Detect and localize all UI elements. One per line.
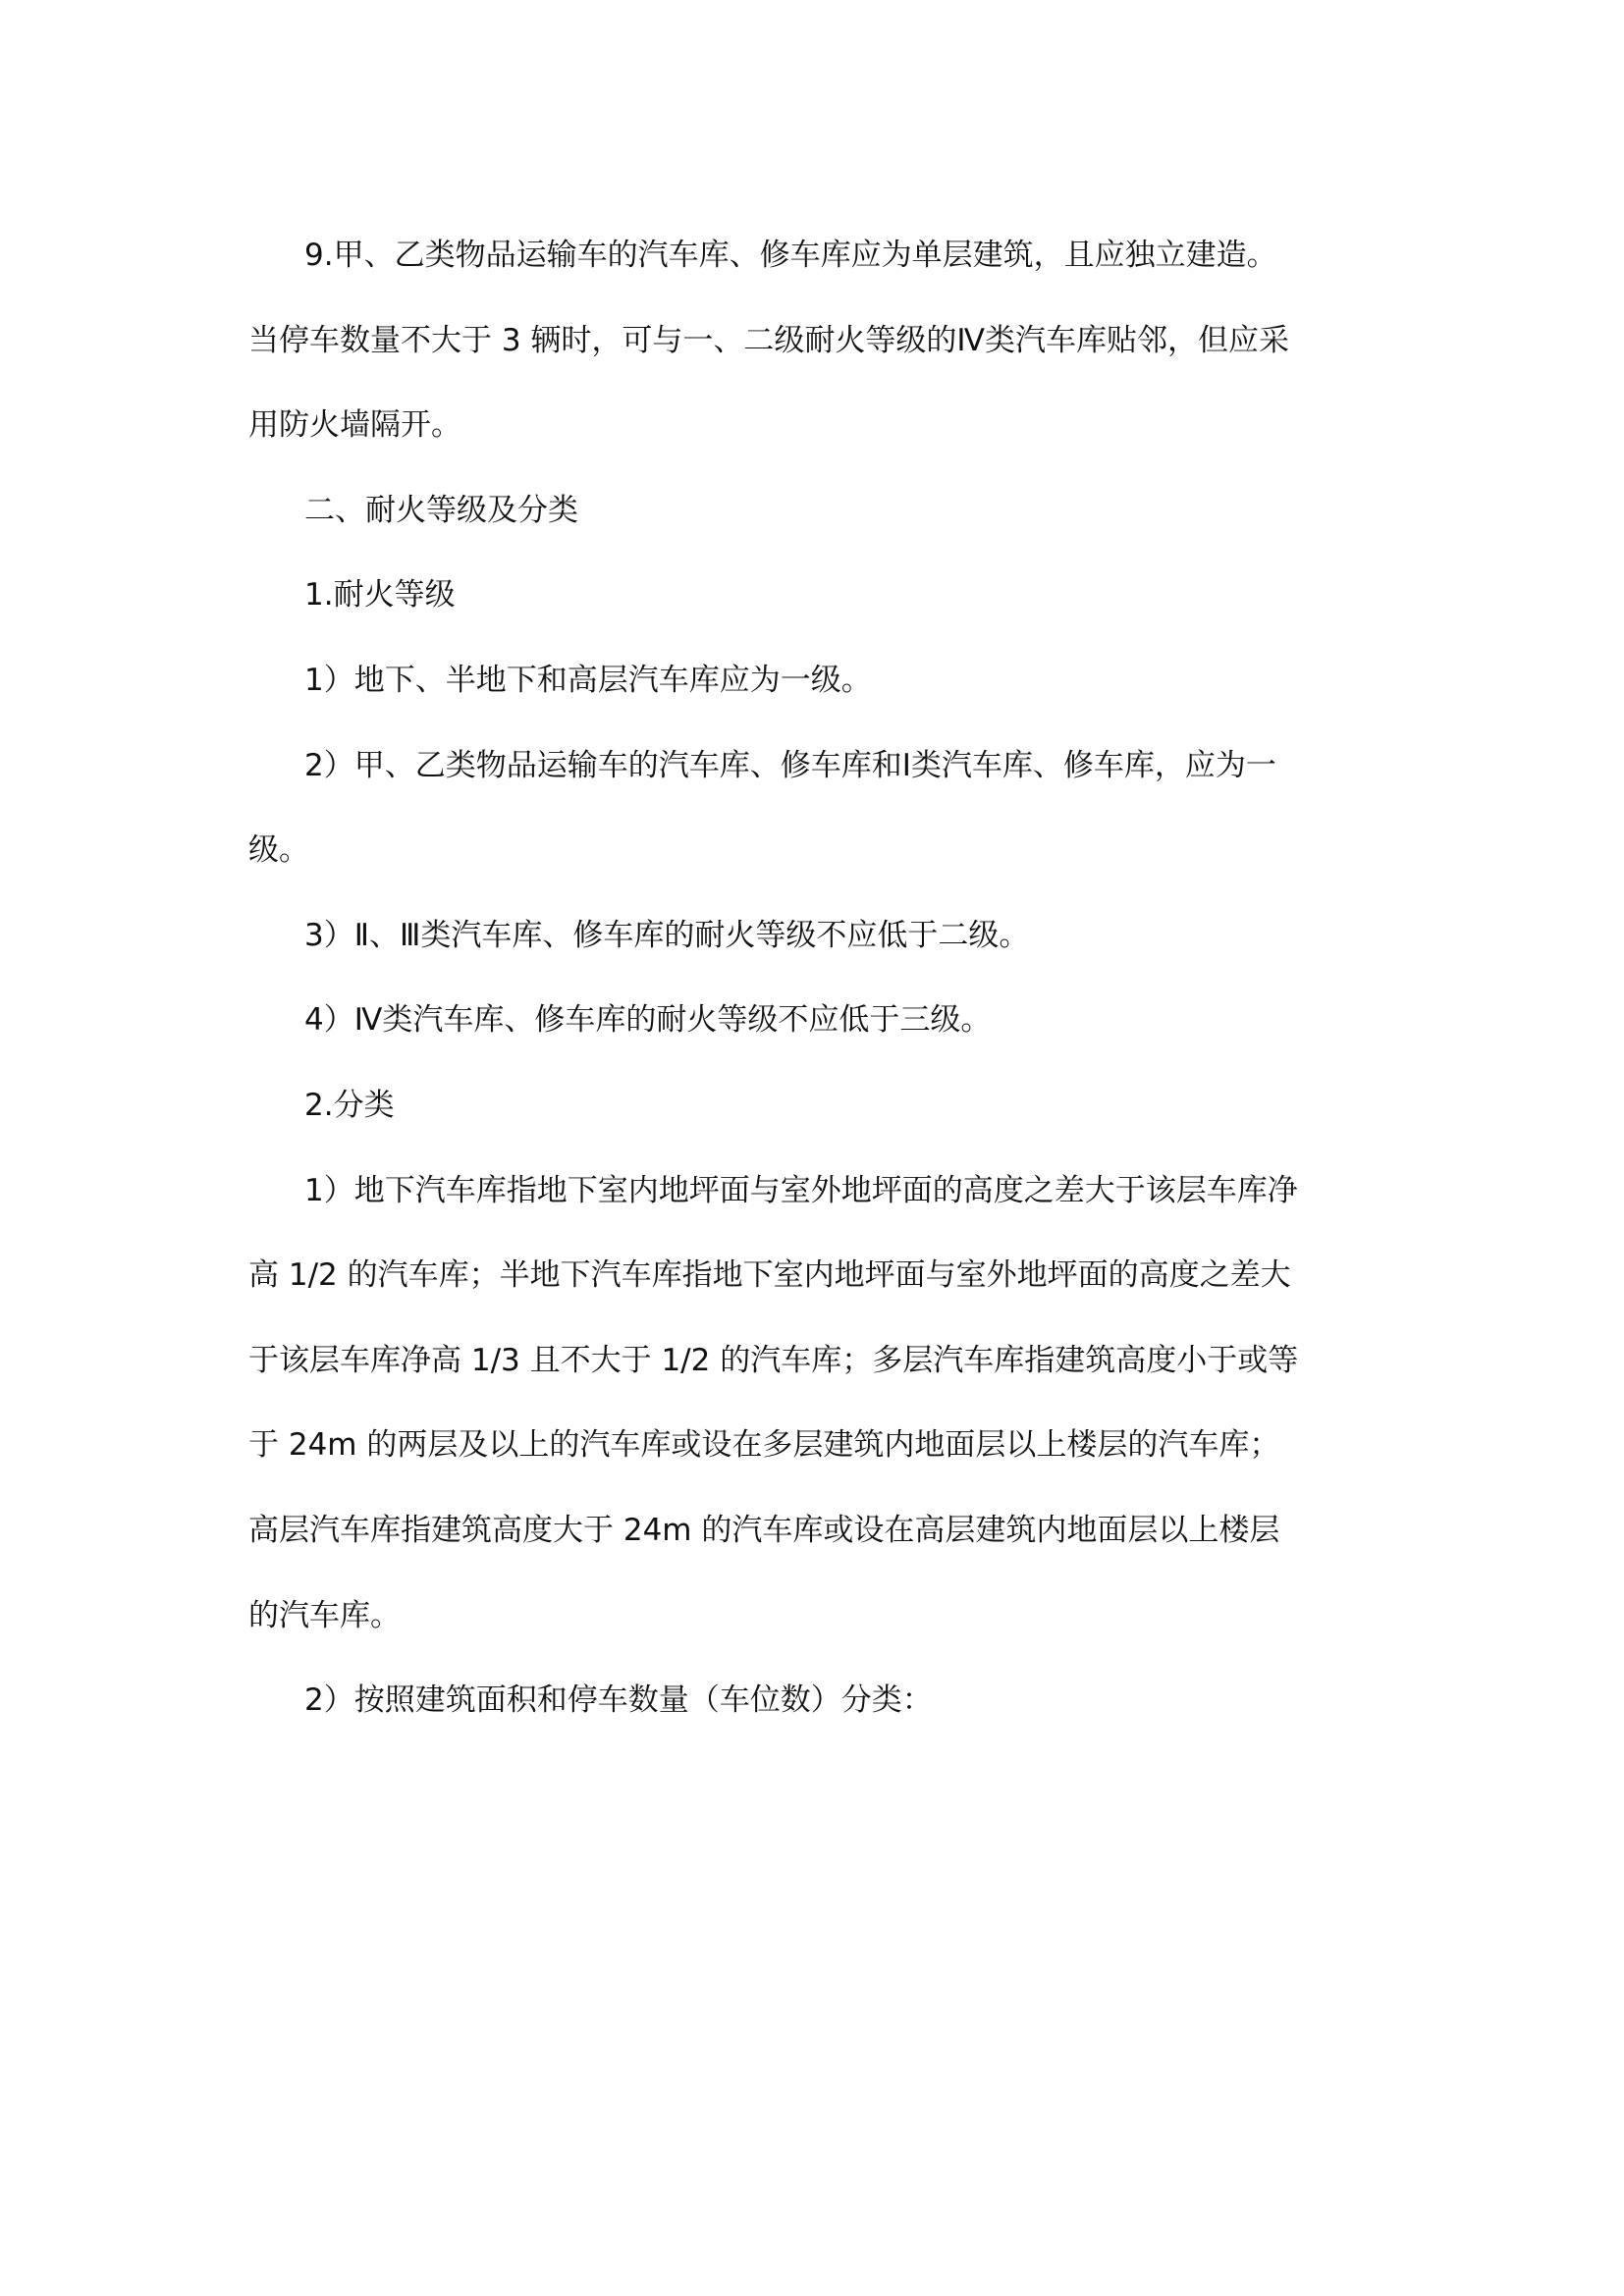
text-line: 高层汽车库指建筑高度大于 24m 的汽车库或设在高层建筑内地面层以上楼层 — [248, 1512, 1280, 1548]
text-line: 用防火墙隔开。 — [248, 407, 461, 444]
list-item-rating-1 — [248, 659, 1387, 744]
text-line: 9.甲、乙类物品运输车的汽车库、修车库应为单层建筑，且应独立建造。 — [304, 238, 1277, 273]
section-heading-fire-rating — [248, 489, 1387, 574]
document-body — [248, 234, 1387, 1764]
text-line: 3）Ⅱ、Ⅲ类汽车库、修车库的耐火等级不应低于二级。 — [304, 917, 1030, 953]
text-line: 2）按照建筑面积和停车数量（车位数）分类： — [304, 1682, 933, 1719]
list-item-class-2 — [248, 1679, 1387, 1764]
text-line: 的汽车库。 — [248, 1597, 401, 1633]
list-item-rating-2 — [248, 744, 1387, 914]
text-line: 于该层车库净高 1/3 且不大于 1/2 的汽车库；多层汽车库指建筑高度小于或等 — [248, 1342, 1299, 1378]
list-item-rating-4 — [248, 998, 1387, 1084]
text-line: 级。 — [248, 832, 309, 869]
list-item-rating-3 — [248, 914, 1387, 999]
text-line: 4）Ⅳ类汽车库、修车库的耐火等级不应低于三级。 — [304, 1002, 992, 1039]
heading-line: 1.耐火等级 — [304, 577, 456, 614]
text-line: 于 24m 的两层及以上的汽车库或设在多层建筑内地面层以上楼层的汽车库； — [248, 1427, 1280, 1464]
text-line: 1）地下、半地下和高层汽车库应为一级。 — [304, 662, 872, 698]
heading-line: 2.分类 — [304, 1087, 395, 1123]
text-line: 高 1/2 的汽车库；半地下汽车库指地下室内地坪面与室外地坪面的高度之差大 — [248, 1257, 1291, 1294]
subheading-fire-rating-grades — [248, 573, 1387, 659]
list-item-class-1 — [248, 1169, 1387, 1680]
subheading-classification — [248, 1084, 1387, 1169]
text-line: 当停车数量不大于 3 辆时，可与一、二级耐火等级的Ⅳ类汽车库贴邻，但应采 — [248, 322, 1290, 358]
text-line: 2）甲、乙类物品运输车的汽车库、修车库和Ⅰ类汽车库、修车库，应为一 — [304, 747, 1276, 783]
paragraph-item-9 — [248, 234, 1387, 489]
text-line: 1）地下汽车库指地下室内地坪面与室外地坪面的高度之差大于该层车库净 — [304, 1172, 1298, 1208]
heading-line: 二、耐火等级及分类 — [304, 492, 578, 528]
